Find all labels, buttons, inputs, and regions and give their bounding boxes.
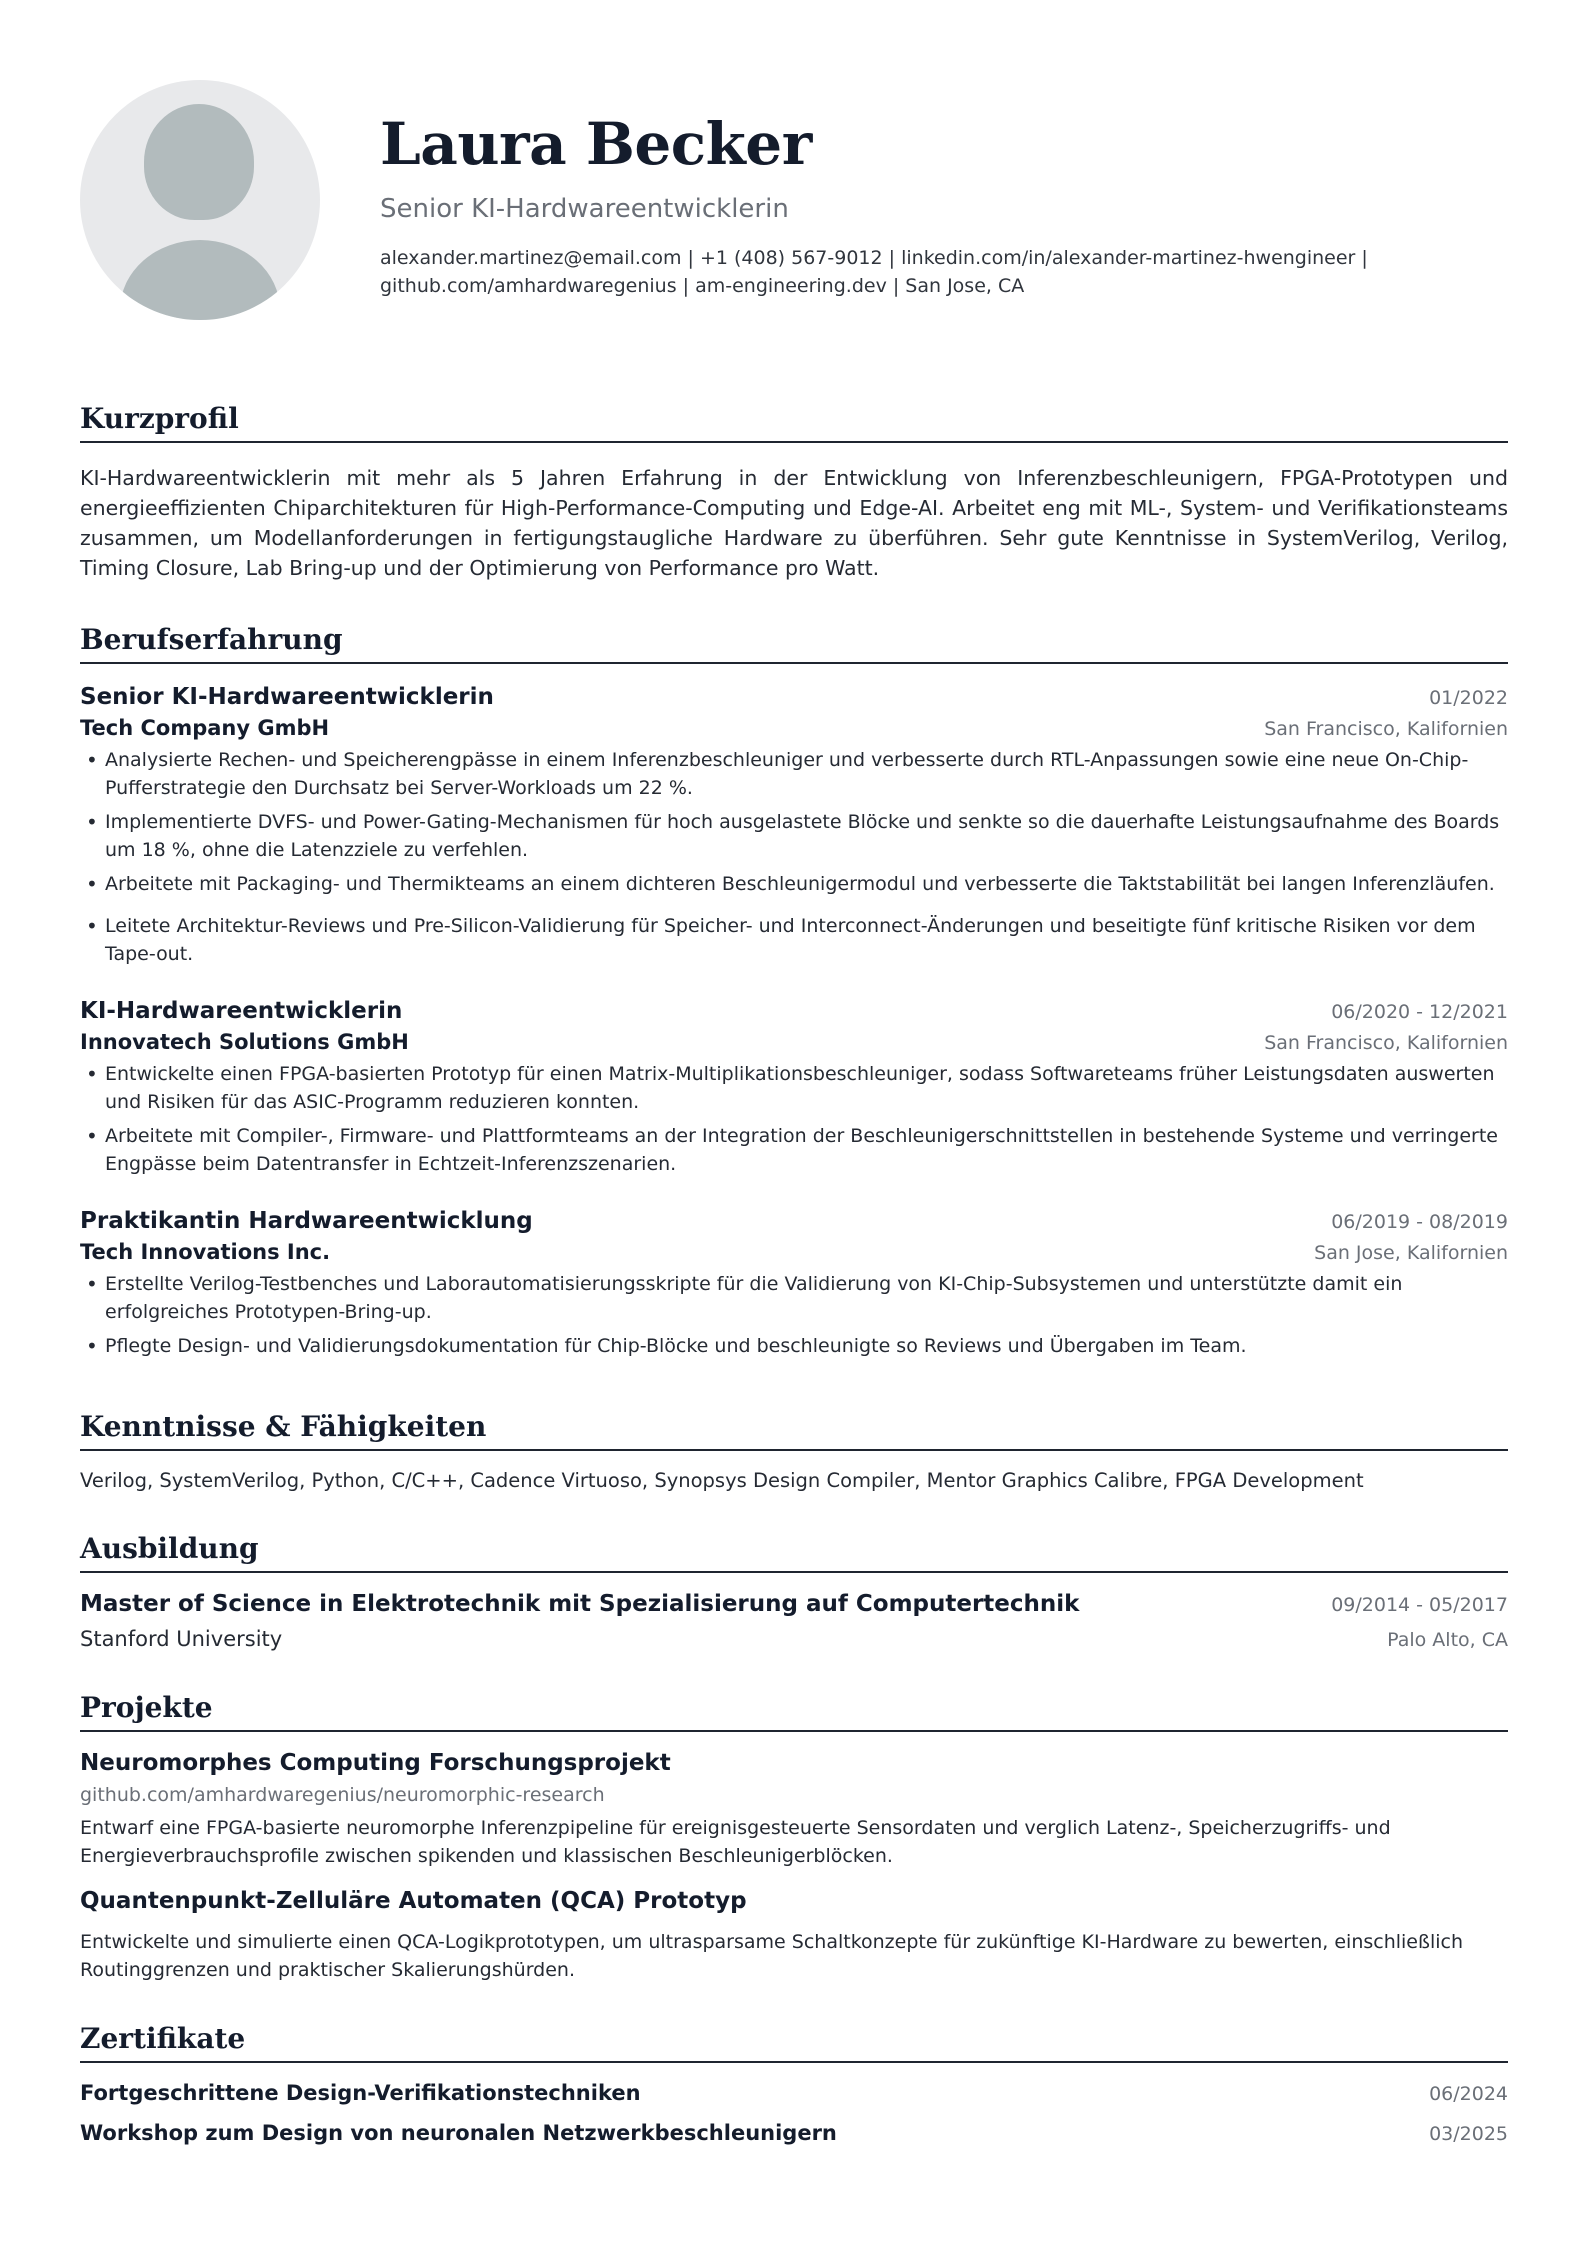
projects-section xyxy=(80,1691,1508,1984)
project-description: Entwarf eine FPGA-basierte neuromorphe Inferenzpipeline für ereignisgesteuerte Sensordaten und verglich Latenz-, Speicherzugriffs- und Energieverbrauchsprofile zwischen spikenden und klassischen Beschleunigerblöcken. xyxy=(80,1817,1391,1867)
job-bullets xyxy=(80,746,1508,968)
section-title: Ausbildung xyxy=(80,1532,1508,1573)
education-section xyxy=(80,1532,1508,1651)
job-bullets xyxy=(80,1060,1508,1178)
section-title: Projekte xyxy=(80,1691,1508,1732)
job-bullet: • Implementierte DVFS- und Power-Gating-Mechanismen für hoch ausgelastete Blöcke und senkte so die dauerhafte Leistungsaufnahme des Boards um 18 %, ohne die Latenzziele zu verfehlen. xyxy=(80,808,1508,864)
certificate-entry xyxy=(80,2081,1508,2105)
job-company: Tech Company GmbH xyxy=(80,716,330,740)
section-title: Kurzprofil xyxy=(80,402,1508,443)
education-degree: Master of Science in Elektrotechnik mit Spezialisierung auf Computertechnik xyxy=(80,1591,1080,1617)
certificate-title: Fortgeschrittene Design-Verifikationstechniken xyxy=(80,2081,641,2105)
skills-section xyxy=(80,1410,1508,1492)
experience-section xyxy=(80,623,1508,1360)
project-title: Quantenpunkt-Zelluläre Automaten (QCA) Prototyp xyxy=(80,1888,747,1914)
job-bullet: • Arbeitete mit Packaging- und Thermikteams an einem dichteren Beschleunigermodul und verbesserte die Taktstabilität bei langen Inferenzläufen. xyxy=(80,870,1508,898)
project-title: Neuromorphes Computing Forschungsprojekt xyxy=(80,1750,671,1776)
contact-line-1: alexander.martinez@email.com | +1 (408) 567-9012 | linkedin.com/in/alexander-martinez-hwengineer | xyxy=(380,247,1368,269)
project-description: Entwickelte und simulierte einen QCA-Logikprototypen, um ultrasparsame Schaltkonzepte für zukünftige KI-Hardware zu bewerten, einschließlich Routinggrenzen und praktischer Skalierungshürden. xyxy=(80,1931,1464,1981)
certificates-section xyxy=(80,2022,1508,2145)
certificate-entry xyxy=(80,2121,1508,2145)
job-bullet: • Entwickelte einen FPGA-basierten Prototyp für einen Matrix-Multiplikationsbeschleuniger, sodass Softwareteams früher Leistungsdaten auswerten und Risiken für das ASIC-Programm reduzieren konnten. xyxy=(80,1060,1508,1116)
person-silhouette-icon xyxy=(80,80,320,320)
summary-text: KI-Hardwareentwicklerin mit mehr als 5 Jahren Erfahrung in der Entwicklung von Inferenzbeschleunigern, FPGA-Prototypen und energieeffizienten Chiparchitekturen für High-Performance-Computing und Edge-AI. Arbeitet eng mit ML-, System- und Verifikationsteams zusammen, um Modellanforderungen in fertigungstaugliche Hardware zu überführen. Sehr gute Kenntnisse in SystemVerilog, Verilog, Timing Closure, Lab Bring-up und der Optimierung von Performance pro Watt. xyxy=(80,466,1508,580)
education-date: 09/2014 - 05/2017 xyxy=(1331,1594,1508,1616)
certificate-date: 06/2024 xyxy=(1429,2083,1508,2105)
contact-info xyxy=(380,244,1508,300)
section-title: Kenntnisse & Fähigkeiten xyxy=(80,1410,1508,1451)
job-bullet: • Erstellte Verilog-Testbenches und Laborautomatisierungsskripte für die Validierung von KI-Chip-Subsystemen und unterstützte damit ein erfolgreiches Prototypen-Bring-up. xyxy=(80,1270,1508,1326)
job-location: San Francisco, Kalifornien xyxy=(1264,1032,1508,1054)
job-bullet: • Analysierte Rechen- und Speicherengpässe in einem Inferenzbeschleuniger und verbesserte durch RTL-Anpassungen sowie eine neue On-Chip-Pufferstrategie den Durchsatz bei Server-Workloads um 22 %. xyxy=(80,746,1508,802)
job-bullets xyxy=(80,1270,1508,1360)
candidate-name: Laura Becker xyxy=(380,110,812,178)
education-school: Stanford University xyxy=(80,1627,283,1651)
avatar-head-shape xyxy=(144,104,254,220)
project-entry xyxy=(80,1888,1508,1984)
section-title: Zertifikate xyxy=(80,2022,1508,2063)
job-entry xyxy=(80,1208,1508,1360)
summary-section xyxy=(80,402,1508,583)
job-date: 06/2020 - 12/2021 xyxy=(1331,1001,1508,1023)
project-link[interactable]: github.com/amhardwaregenius/neuromorphic-research xyxy=(80,1784,605,1806)
job-location: San Francisco, Kalifornien xyxy=(1264,718,1508,740)
header-text xyxy=(380,108,1508,300)
job-company: Tech Innovations Inc. xyxy=(80,1240,331,1264)
contact-line-2: github.com/amhardwaregenius | am-engineering.dev | San Jose, CA xyxy=(380,275,1025,297)
avatar-body-shape xyxy=(120,240,280,320)
job-bullet: • Pflegte Design- und Validierungsdokumentation für Chip-Blöcke und beschleunigte so Reviews und Übergaben im Team. xyxy=(80,1332,1508,1360)
job-title: Praktikantin Hardwareentwicklung xyxy=(80,1208,533,1234)
job-entry xyxy=(80,684,1508,968)
job-entry xyxy=(80,998,1508,1178)
job-date: 01/2022 xyxy=(1429,687,1508,709)
education-location: Palo Alto, CA xyxy=(1387,1629,1508,1651)
job-bullet: • Arbeitete mit Compiler-, Firmware- und Plattformteams an der Integration der Beschleunigerschnittstellen in bestehende Systeme und verringerte Engpässe beim Datentransfer in Echtzeit-Inferenzszenarien. xyxy=(80,1122,1508,1178)
section-title: Berufserfahrung xyxy=(80,623,1508,664)
skills-text: Verilog, SystemVerilog, Python, C/C++, Cadence Virtuoso, Synopsys Design Compiler, Mentor Graphics Calibre, FPGA Development xyxy=(80,1469,1364,1492)
certificate-date: 03/2025 xyxy=(1429,2123,1508,2145)
resume-header xyxy=(80,0,1508,340)
job-company: Innovatech Solutions GmbH xyxy=(80,1030,409,1054)
job-location: San Jose, Kalifornien xyxy=(1314,1242,1508,1264)
job-title: Senior KI-Hardwareentwicklerin xyxy=(80,684,494,710)
candidate-role: Senior KI-Hardwareentwicklerin xyxy=(380,194,789,224)
project-entry xyxy=(80,1750,1508,1870)
certificate-title: Workshop zum Design von neuronalen Netzwerkbeschleunigern xyxy=(80,2121,837,2145)
job-date: 06/2019 - 08/2019 xyxy=(1331,1211,1508,1233)
job-title: KI-Hardwareentwicklerin xyxy=(80,998,403,1024)
job-bullet: • Leitete Architektur-Reviews und Pre-Silicon-Validierung für Speicher- und Interconnect-Änderungen und beseitigte fünf kritische Risiken vor dem Tape-out. xyxy=(80,912,1508,968)
